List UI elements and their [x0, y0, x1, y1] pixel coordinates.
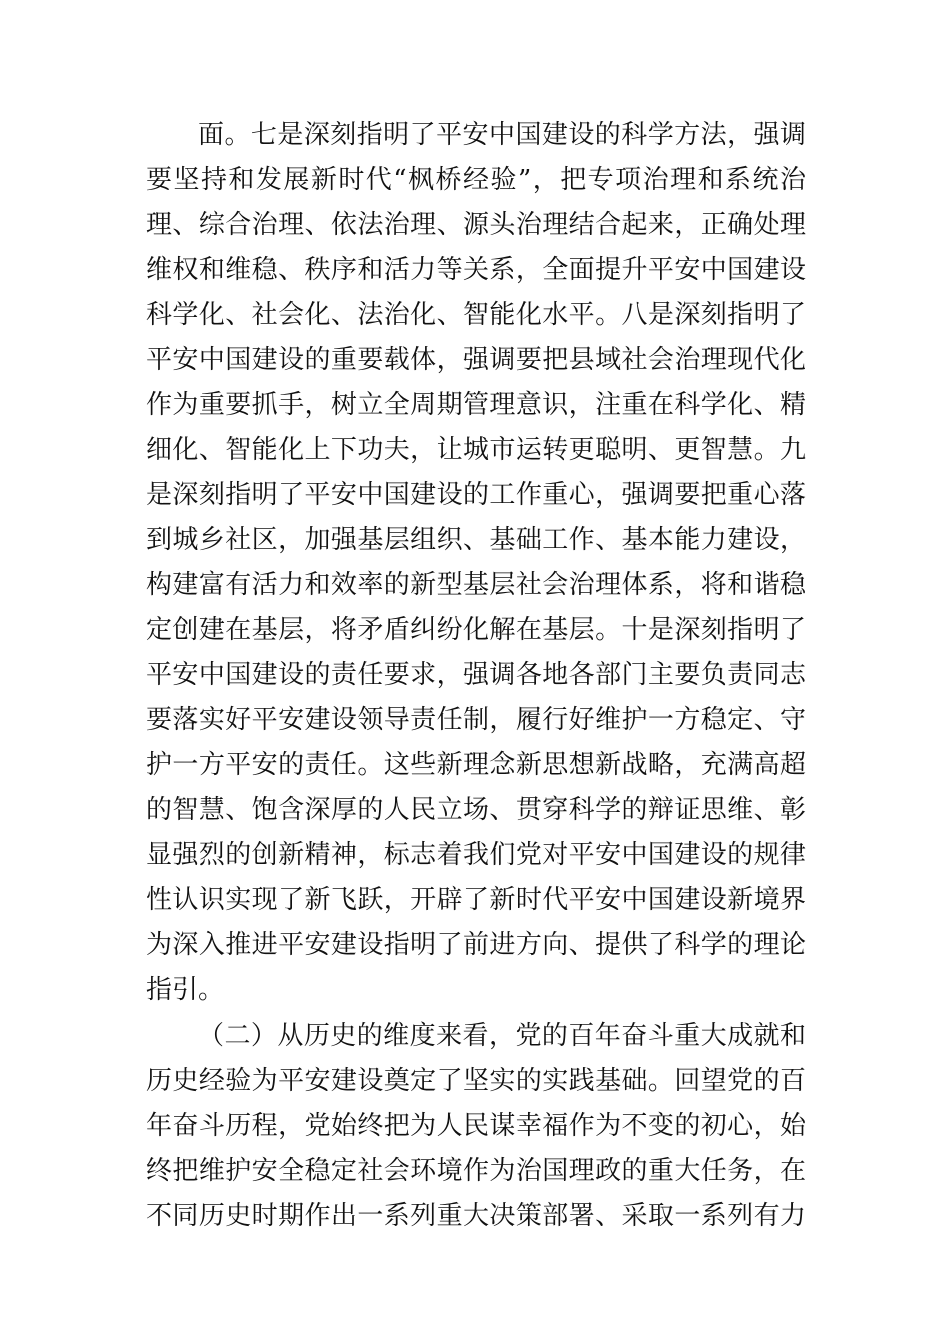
paragraph-line: 到城乡社区，加强基层组织、基础工作、基本能力建设，: [146, 525, 806, 555]
paragraph-line: 护一方平安的责任。这些新理念新思想新战略，充满高超: [146, 750, 806, 780]
paragraph-line: 指引。: [146, 975, 225, 1005]
paragraph-line: 不同历史时期作出一系列重大决策部署、采取一系列有力: [146, 1201, 806, 1231]
paragraph-line: 科学化、社会化、法治化、智能化水平。八是深刻指明了: [146, 300, 806, 330]
paragraph-line: 面。七是深刻指明了平安中国建设的科学方法，强调: [198, 120, 806, 150]
paragraph-line: 要坚持和发展新时代“枫桥经验”，把专项治理和系统治: [146, 165, 806, 195]
paragraph-line: 细化、智能化上下功夫，让城市运转更聪明、更智慧。九: [146, 435, 806, 465]
body-paragraph: [146, 1014, 806, 1239]
paragraph-line: 作为重要抓手，树立全周期管理意识，注重在科学化、精: [146, 390, 806, 420]
paragraph-line: （二）从历史的维度来看，党的百年奋斗重大成就和: [198, 1021, 806, 1051]
paragraph-line: 维权和维稳、秩序和活力等关系，全面提升平安中国建设: [146, 255, 806, 285]
body-paragraph: [146, 113, 806, 1013]
paragraph-line: 年奋斗历程，党始终把为人民谋幸福作为不变的初心，始: [146, 1111, 806, 1141]
paragraph-line: 定创建在基层，将矛盾纠纷化解在基层。十是深刻指明了: [146, 615, 806, 645]
paragraph-line: 历史经验为平安建设奠定了坚实的实践基础。回望党的百: [146, 1066, 806, 1096]
paragraph-line: 的智慧、饱含深厚的人民立场、贯穿科学的辩证思维、彰: [146, 795, 806, 825]
paragraph-line: 平安中国建设的重要载体，强调要把县域社会治理现代化: [146, 345, 806, 375]
paragraph-line: 为深入推进平安建设指明了前进方向、提供了科学的理论: [146, 930, 806, 960]
paragraph-line: 构建富有活力和效率的新型基层社会治理体系，将和谐稳: [146, 570, 806, 600]
paragraph-line: 性认识实现了新飞跃，开辟了新时代平安中国建设新境界: [146, 885, 806, 915]
paragraph-line: 显强烈的创新精神，标志着我们党对平安中国建设的规律: [146, 840, 806, 870]
paragraph-line: 是深刻指明了平安中国建设的工作重心，强调要把重心落: [146, 480, 806, 510]
paragraph-line: 要落实好平安建设领导责任制，履行好维护一方稳定、守: [146, 705, 806, 735]
paragraph-line: 理、综合治理、依法治理、源头治理结合起来，正确处理: [146, 210, 806, 240]
paragraph-line: 平安中国建设的责任要求，强调各地各部门主要负责同志: [146, 660, 806, 690]
paragraph-line: 终把维护安全稳定社会环境作为治国理政的重大任务，在: [146, 1156, 806, 1186]
